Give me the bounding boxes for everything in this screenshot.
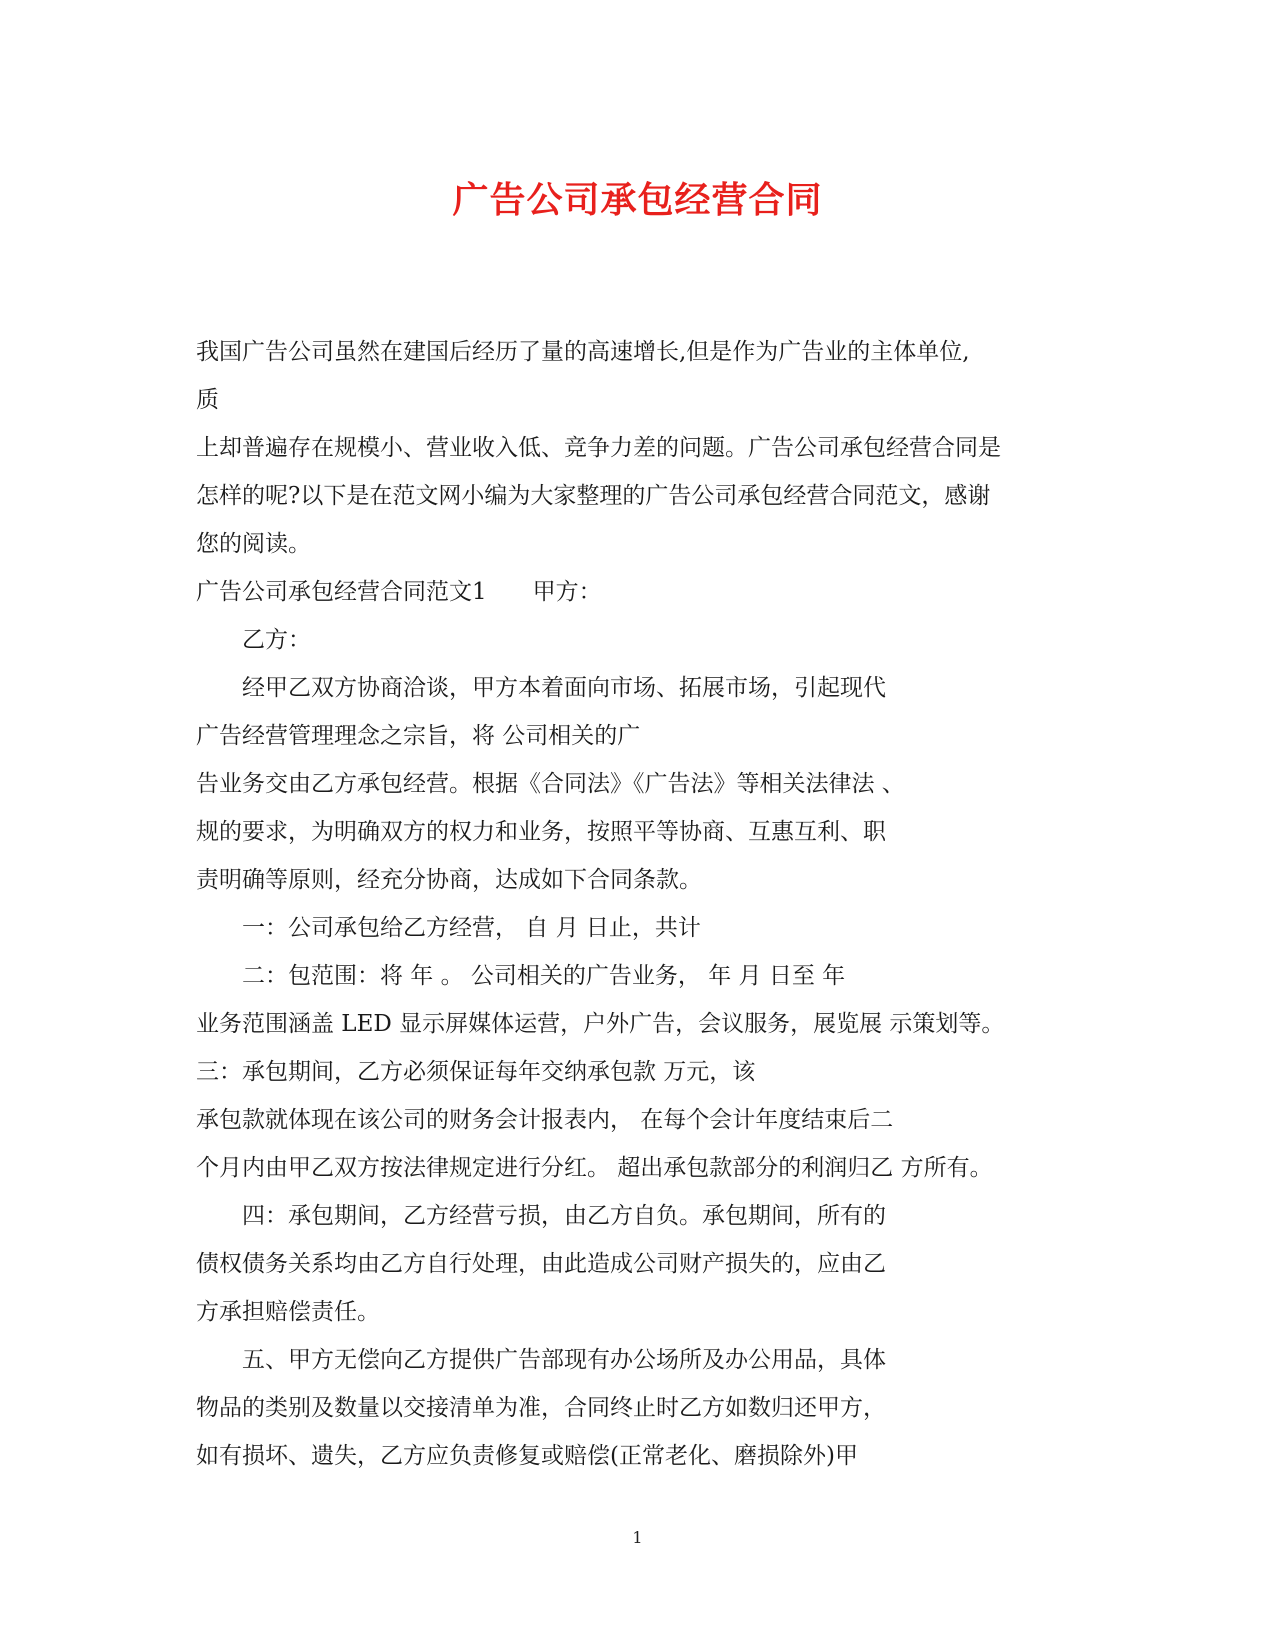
- text-line: 经甲乙双方协商洽谈，甲方本着面向市场、拓展市场，引起现代: [196, 675, 886, 701]
- text-line: 一：公司承包给乙方经营， 自 月 日止，共计: [196, 915, 701, 941]
- text-line: 物品的类别及数量以交接清单为准，合同终止时乙方如数归还甲方，: [196, 1395, 886, 1421]
- text-line: 债权债务关系均由乙方自行处理，由此造成公司财产损失的，应由乙: [196, 1251, 886, 1277]
- text-line: 责明确等原则，经充分协商，达成如下合同条款。: [196, 867, 702, 893]
- document-title: 广告公司承包经营合同: [452, 179, 823, 221]
- text-line: 上却普遍存在规模小、营业收入低、竞争力差的问题。广告公司承包经营合同是: [196, 435, 1001, 461]
- text-line: 二：包范围：将 年 。 公司相关的广告业务， 年 月 日至 年: [196, 963, 846, 989]
- text-line: 乙方：: [196, 627, 311, 653]
- text-line: 如有损坏、遗失，乙方应负责修复或赔偿(正常老化、磨损除外)甲: [196, 1443, 858, 1469]
- text-line: 告业务交由乙方承包经营。根据《合同法》《广告法》等相关法律法 、: [196, 771, 905, 797]
- text-line: 五、甲方无偿向乙方提供广告部现有办公场所及办公用品，具体: [196, 1347, 886, 1373]
- text-line: 业务范围涵盖 LED 显示屏媒体运营，户外广告，会议服务，展览展 示策划等。: [196, 1011, 1005, 1037]
- text-line: 三：承包期间，乙方必须保证每年交纳承包款 万元，该: [196, 1059, 756, 1085]
- document-body: [196, 328, 1096, 1480]
- page-number: 1: [632, 1528, 643, 1547]
- text-line: 您的阅读。: [196, 531, 311, 557]
- text-line: 广告经营管理理念之宗旨，将 公司相关的广: [196, 723, 641, 749]
- text-line: 怎样的呢?以下是在范文网小编为大家整理的广告公司承包经营合同范文，感谢: [196, 483, 991, 509]
- text-line: 广告公司承包经营合同范文1 甲方：: [196, 579, 602, 605]
- text-line: 规的要求，为明确双方的权力和业务，按照平等协商、互惠互利、职: [196, 819, 886, 845]
- text-line: 个月内由甲乙双方按法律规定进行分红。 超出承包款部分的利润归乙 方所有。: [196, 1155, 993, 1181]
- text-line: 我国广告公司虽然在建国后经历了量的高速增长,但是作为广告业的主体单位,: [196, 339, 970, 365]
- text-line: 四：承包期间，乙方经营亏损，由乙方自负。承包期间，所有的: [196, 1203, 886, 1229]
- text-line: 质: [196, 387, 219, 413]
- text-line: 承包款就体现在该公司的财务会计报表内， 在每个会计年度结束后二: [196, 1107, 894, 1133]
- text-line: 方承担赔偿责任。: [196, 1299, 380, 1325]
